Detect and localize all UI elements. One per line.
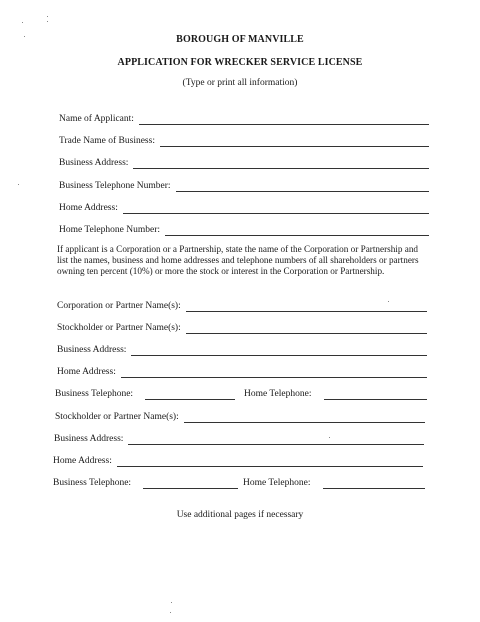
applicant-name-label: Name of Applicant: <box>59 114 134 124</box>
corporation-instructions: If applicant is a Corporation or a Partnership, state the name of the Corporation or Partnership and list the names, business and home addresses and telephone numbers of all shareholders or partners owning ten percent (10%) or more the stock or interest in the Corporation or Partnership. <box>57 244 419 277</box>
home-phone-row <box>59 222 429 236</box>
home-phone-1-row <box>244 386 427 400</box>
scan-speck <box>24 36 25 37</box>
home-address-1-row <box>57 364 427 378</box>
footer-note: Use additional pages if necessary <box>176 510 304 520</box>
home-phone-1-field[interactable] <box>324 390 428 400</box>
corp-name-row <box>57 298 427 312</box>
business-address-label: Business Address: <box>59 158 129 168</box>
applicant-name-row <box>59 111 429 125</box>
scan-speck <box>388 301 389 302</box>
home-address-1-label: Home Address: <box>57 367 116 377</box>
business-phone-2-label: Business Telephone: <box>53 478 132 488</box>
business-phone-2-row <box>53 475 238 489</box>
business-address-2-row <box>54 431 424 445</box>
trade-name-field[interactable] <box>160 137 429 147</box>
scan-speck <box>170 612 171 613</box>
home-address-2-row <box>53 453 423 467</box>
stockholder-2-row <box>55 409 425 423</box>
business-phone-label: Business Telephone Number: <box>59 181 171 191</box>
stockholder-1-field[interactable] <box>186 324 427 334</box>
stockholder-2-field[interactable] <box>184 413 425 423</box>
corp-name-label: Corporation or Partner Name(s): <box>57 301 181 311</box>
borough-title: BOROUGH OF MANVILLE <box>176 34 304 45</box>
home-phone-2-label: Home Telephone: <box>243 478 311 488</box>
home-address-2-field[interactable] <box>117 457 423 467</box>
scan-speck <box>47 16 48 17</box>
business-address-row <box>59 155 429 169</box>
home-phone-label: Home Telephone Number: <box>59 225 160 235</box>
home-address-2-label: Home Address: <box>53 456 112 466</box>
stockholder-2-label: Stockholder or Partner Name(s): <box>55 412 179 422</box>
business-address-2-label: Business Address: <box>54 434 124 444</box>
business-phone-row <box>59 178 429 192</box>
business-address-2-field[interactable] <box>128 435 424 445</box>
stockholder-1-label: Stockholder or Partner Name(s): <box>57 323 181 333</box>
corp-name-field[interactable] <box>186 302 427 312</box>
home-phone-field[interactable] <box>165 226 429 236</box>
business-address-1-field[interactable] <box>131 346 427 356</box>
trade-name-label: Trade Name of Business: <box>59 136 155 146</box>
business-phone-1-field[interactable] <box>145 390 235 400</box>
home-address-row <box>59 200 429 214</box>
home-phone-1-label: Home Telephone: <box>244 389 312 399</box>
form-instruction: (Type or print all information) <box>182 78 298 88</box>
business-phone-1-row <box>55 386 235 400</box>
scan-speck <box>47 21 48 22</box>
home-phone-2-row <box>243 475 425 489</box>
home-address-field[interactable] <box>123 204 429 214</box>
scan-speck <box>18 184 19 185</box>
business-address-1-label: Business Address: <box>57 345 127 355</box>
home-address-1-field[interactable] <box>121 368 427 378</box>
business-address-1-row <box>57 342 427 356</box>
business-phone-2-field[interactable] <box>143 479 238 489</box>
scan-speck <box>22 22 23 23</box>
business-phone-field[interactable] <box>176 182 429 192</box>
home-phone-2-field[interactable] <box>323 479 426 489</box>
trade-name-row <box>59 133 429 147</box>
business-address-field[interactable] <box>133 159 429 169</box>
scan-speck <box>329 437 330 438</box>
applicant-name-field[interactable] <box>139 115 429 125</box>
home-address-label: Home Address: <box>59 203 118 213</box>
scan-speck <box>171 602 172 603</box>
stockholder-1-row <box>57 320 427 334</box>
business-phone-1-label: Business Telephone: <box>55 389 134 399</box>
form-title: APPLICATION FOR WRECKER SERVICE LICENSE <box>117 57 363 68</box>
